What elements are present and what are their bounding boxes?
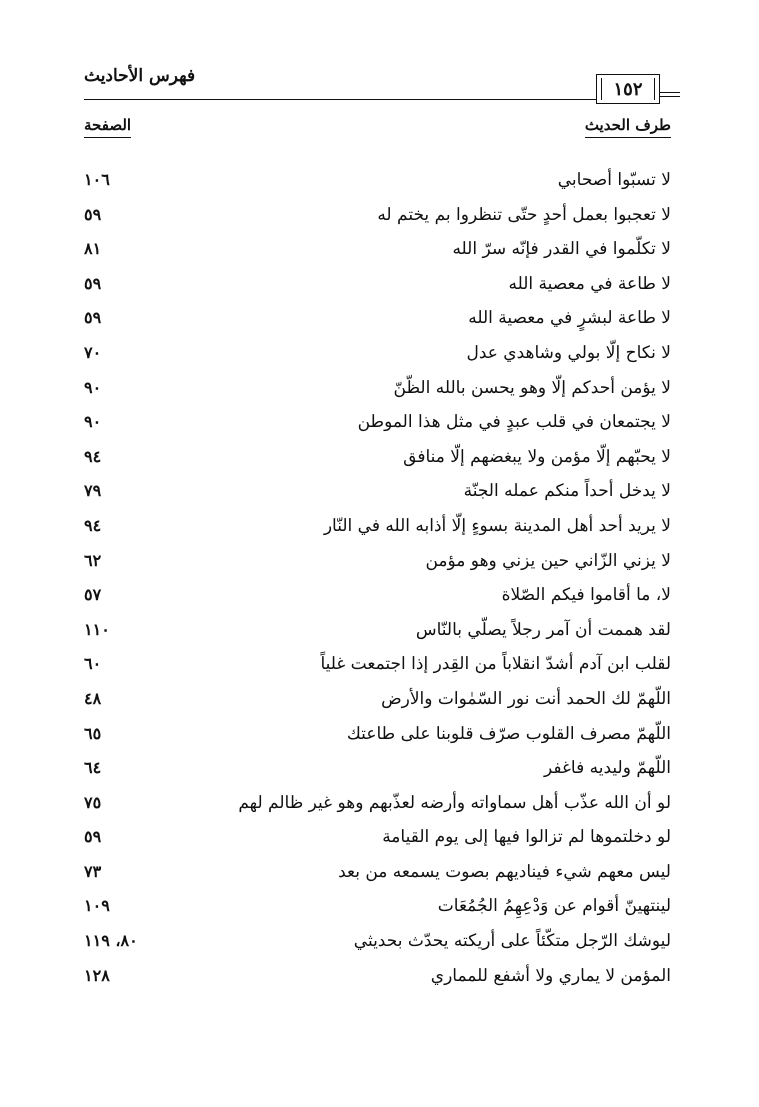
entry-page: ٨٠، ١١٩ (84, 931, 138, 951)
header-rule (84, 99, 596, 100)
entry-page: ٥٩ (84, 273, 102, 293)
index-entry (0, 924, 759, 959)
index-entry (0, 509, 759, 544)
index-entry (0, 613, 759, 648)
page-number: ١٥٢ (613, 78, 643, 100)
index-entry (0, 682, 759, 717)
entry-page: ٧٠ (84, 342, 102, 362)
entry-text: لينتهينّ أقوام عن وَدْعِهِمُ الجُمُعَات (437, 896, 671, 917)
index-entry (0, 855, 759, 890)
entry-page: ٨١ (84, 239, 102, 259)
entry-page: ٩٤ (84, 515, 102, 535)
page-number-frame (596, 74, 660, 104)
hadith-index-list (0, 163, 759, 993)
entry-text: لا تسبّوا أصحابي (557, 170, 671, 190)
entry-page: ٦٥ (84, 723, 102, 743)
entry-page: ٥٧ (84, 585, 102, 605)
entry-text: لا يدخل أحداً منكم عمله الجنّة (463, 481, 671, 502)
index-entry (0, 371, 759, 406)
entry-page: ٦٠ (84, 654, 102, 674)
index-entry (0, 647, 759, 682)
entry-page: ١٠٩ (84, 896, 110, 916)
entry-text: لا، ما أقاموا فيكم الصّلاة (501, 585, 671, 606)
entry-text: لا تعجبوا بعمل أحدٍ حتّى تنظروا بم يختم له (377, 204, 671, 225)
entry-text: اللّهمّ وليديه فاغفر (544, 758, 671, 779)
entry-text: لا يريد أحد أهل المدينة بسوءٍ إلّا أذابه الله في النّار (323, 515, 671, 536)
entry-text: لا يؤمن أحدكم إلّا وهو يحسن بالله الظّنّ (393, 377, 671, 398)
entry-page: ٥٩ (84, 204, 102, 224)
entry-page: ٧٥ (84, 792, 102, 812)
index-entry (0, 544, 759, 579)
entry-text: لا طاعة في معصية الله (508, 273, 671, 294)
index-entry (0, 889, 759, 924)
entry-text: لقد هممت أن آمر رجلاً يصلّي بالنّاس (415, 619, 671, 640)
index-entry (0, 474, 759, 509)
running-title: فهرس الأحاديث (84, 66, 196, 86)
entry-text: لا يجتمعان في قلب عبدٍ في مثل هذا الموطن (357, 412, 671, 433)
entry-page: ١٠٦ (84, 170, 110, 189)
column-header-hadith: طرف الحديث (585, 116, 671, 138)
entry-page: ٥٩ (84, 308, 102, 328)
entry-page: ٧٣ (84, 861, 102, 881)
index-entry (0, 751, 759, 786)
header-rule-right (660, 92, 680, 93)
index-entry (0, 820, 759, 855)
entry-text: لا نكاح إلّا بولي وشاهدي عدل (466, 342, 671, 363)
entry-text: لا يزني الزّاني حين يزني وهو مؤمن (425, 550, 671, 571)
index-entry (0, 267, 759, 302)
entry-page: ٦٤ (84, 758, 102, 778)
entry-text: لقلب ابن آدم أشدّ انقلاباً من القِدر إذا اجتمعت غلياً (320, 654, 671, 675)
entry-text: لا تكلّموا في القدر فإنّه سرّ الله (452, 239, 671, 260)
index-entry (0, 717, 759, 752)
entry-text: ليس معهم شيء فيناديهم بصوت يسمعه من بعد (338, 861, 671, 882)
column-header-page: الصفحة (84, 116, 131, 138)
entry-page: ١٢٨ (84, 965, 110, 985)
entry-text: لو دخلتموها لم تزالوا فيها إلى يوم القيامة (382, 827, 671, 848)
entry-text: ليوشك الرّجل متكّئاً على أريكته يحدّث بحديثي (353, 931, 671, 952)
index-entry (0, 440, 759, 475)
entry-page: ٥٩ (84, 827, 102, 847)
entry-page: ١١٠ (84, 619, 110, 639)
entry-text: المؤمن لا يماري ولا أشفع للمماري (430, 965, 671, 986)
entry-text: اللّهمّ مصرف القلوب صرّف قلوبنا على طاعتك (346, 723, 671, 744)
index-entry (0, 786, 759, 821)
entry-page: ٦٢ (84, 550, 102, 570)
index-entry (0, 163, 759, 198)
header-rule-right-2 (660, 96, 680, 97)
entry-page: ٩٠ (84, 377, 102, 397)
entry-page: ٩٤ (84, 446, 102, 466)
entry-page: ٩٠ (84, 412, 102, 432)
entry-page: ٧٩ (84, 481, 102, 501)
index-entry (0, 301, 759, 336)
entry-text: لو أن الله عذّب أهل سماواته وأرضه لعذّبهم وهو غير ظالم لهم (238, 792, 671, 813)
index-entry (0, 198, 759, 233)
index-entry (0, 959, 759, 994)
index-entry (0, 336, 759, 371)
entry-page: ٤٨ (84, 688, 102, 708)
entry-text: لا طاعة لبشرٍ في معصية الله (468, 308, 671, 329)
entry-text: لا يحبّهم إلّا مؤمن ولا يبغضهم إلّا منافق (403, 446, 671, 467)
index-entry (0, 405, 759, 440)
entry-text: اللّهمّ لك الحمد أنت نور السّمٰوات والأرض (381, 688, 671, 709)
index-entry (0, 232, 759, 267)
index-entry (0, 578, 759, 613)
